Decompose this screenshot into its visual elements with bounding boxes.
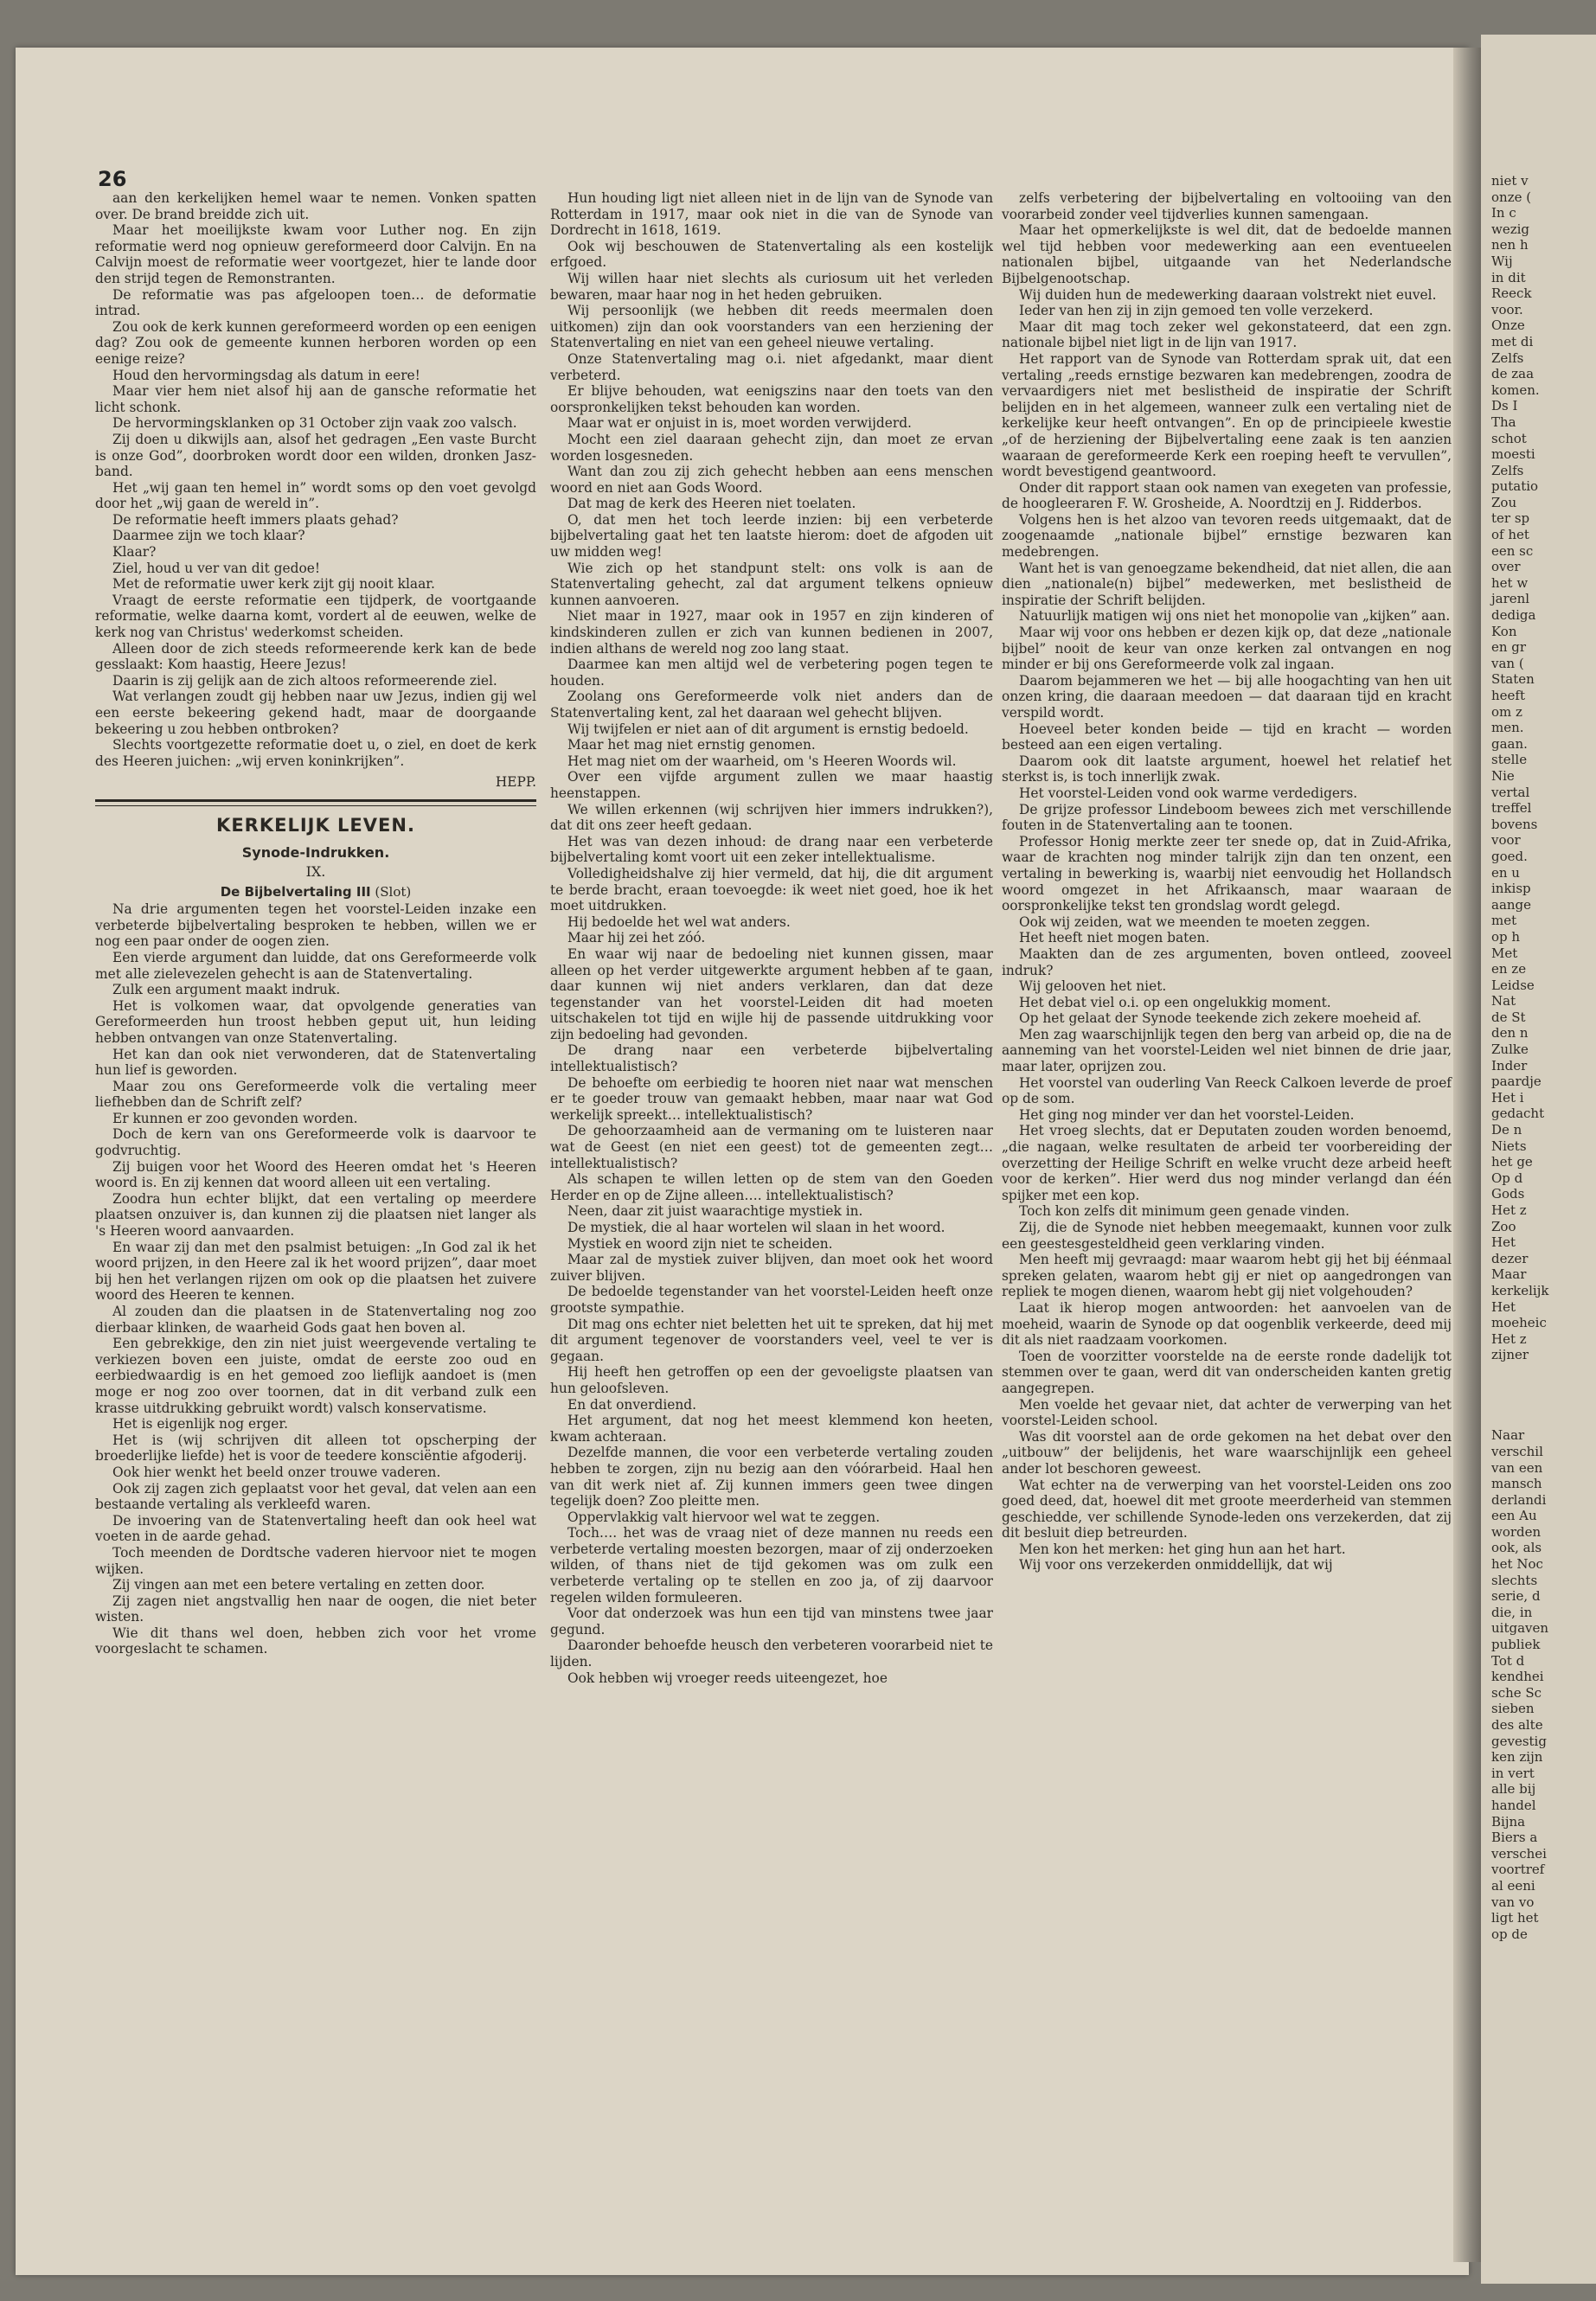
next-page-line: uitgaven (1491, 1620, 1549, 1637)
next-page-line (1491, 1395, 1596, 1412)
next-page-line: goed. (1491, 848, 1528, 864)
next-page-line: stelle (1491, 752, 1528, 768)
next-page-line: over (1491, 559, 1521, 575)
next-page-line: kerkelijk (1491, 1282, 1549, 1298)
next-page-line: en gr (1491, 639, 1527, 656)
paragraph: Houd den hervormingsdag als datum in eere! (112, 367, 420, 383)
paragraph: Zou ook de kerk kunnen gereformeerd worden op een eenigen dag? Zou ook de gemeente kunnen herboren worden op een eenige reize? (95, 318, 536, 367)
paragraph: Een gebrekkige, den zin niet juist weergevende vertaling te verkiezen boven een juiste, omdat de eerste zoo oud en eerbiedwaardig is en het gemoed zoo lieflijk aandoet is (men moge er nog zoo over toornen, dat in dit verband zulk een krasse uitdrukking gebruikt wordt) valsch konservatisme. (95, 1336, 536, 1416)
paragraph: zelfs verbetering der bijbelvertaling en voltooiing van den voorarbeid zonder veel tijdverlies kunnen samengaan. (1002, 190, 1452, 222)
paragraph: En waar wij naar de bedoeling niet kunnen gissen, maar alleen op het verder uitgewerkte argument hebben af te gaan, daar kunnen wij niet anders verklaren, dan dat deze tegenstander van het voorstel-Leiden dit had moeten uitschakelen tot tijd en wijle hij de passende uitdrukking voor zijn bedoeling had gevonden. (550, 945, 993, 1042)
next-page-line: gaan. (1491, 735, 1528, 752)
paragraph: Zij buigen voor het Woord des Heeren omdat het 's Heeren woord is. En zij kennen dat woord alleen uit een vertaling. (95, 1158, 536, 1191)
paragraph: Wij persoonlijk (we hebben dit reeds meermalen doen uitkomen) zijn dan ook voorstanders van een herziening der Statenvertaling en niet van een geheel nieuwe vertaling. (550, 303, 993, 351)
paragraph: Toch…. het was de vraag niet of deze mannen nu reeds een verbeterde vertaling moesten bezorgen, maar of zij onderzoeken wilden, of thans niet de tijd gekomen was om zulk een verbeterde vertaling op te stellen en zoo ja, of zij daarvoor regelen wilden formuleeren. (550, 1525, 993, 1606)
paragraph: Wij gelooven het niet. (1019, 978, 1167, 995)
column-2-body (550, 190, 993, 1686)
next-page-line: sieben (1491, 1701, 1535, 1717)
next-page-line: op h (1491, 928, 1521, 945)
paragraph: Men zag waarschijnlijk tegen den berg van arbeid op, die na de aanneming van het voorstel-Leiden wel niet binnen de drie jaar, maar later, oprijzen zou. (1002, 1026, 1452, 1075)
next-page-line: ter sp (1491, 510, 1530, 527)
paragraph: Zulk een argument maakt indruk. (112, 982, 341, 998)
paragraph: Het voorstel van ouderling Van Reeck Calkoen leverde de proef op de som. (1002, 1074, 1452, 1107)
next-page-line: Tha (1491, 413, 1516, 430)
paragraph: Natuurlijk matigen wij ons niet het monopolie van „kijken” aan. (1019, 608, 1451, 625)
paragraph: Het is (wij schrijven dit alleen tot opscherping der broederlijke liefde) het is voor de teedere konsciëntie afgoderij. (95, 1432, 536, 1465)
paragraph: Een vierde argument dan luidde, dat ons Gereformeerde volk met alle zielevezelen gehecht is aan de Statenvertaling. (95, 949, 536, 982)
next-page-line: voor (1491, 832, 1521, 849)
paragraph: Wij duiden hun de medewerking daaraan volstrekt niet euvel. (1019, 286, 1437, 303)
paragraph: De mystiek, die al haar wortelen wil slaan in het woord. (567, 1220, 945, 1235)
column-3-body (1002, 190, 1452, 1574)
paragraph: Mocht een ziel daaraan gehecht zijn, dan moet ze ervan worden losgesneden. (550, 431, 993, 464)
next-page-line: wezig (1491, 221, 1530, 237)
article-1-body (95, 190, 536, 769)
paragraph: Maar wij voor ons hebben er dezen kijk op, dat deze „nationale bijbel” nooit de keur van onze kerken zal ontvangen en nog minder er bij ons Gereformeerde volk zal ingaan. (1002, 625, 1452, 673)
paragraph: Wat verlangen zoudt gij hebben naar uw Jezus, indien gij wel een eerste bekeering gekend hadt, maar de doorgaande bekeering u zou hebben ontbroken? (95, 689, 536, 737)
next-page-line: Maar (1491, 1266, 1527, 1283)
next-page-line: Naar (1491, 1427, 1525, 1444)
next-page-line: Het (1491, 1298, 1516, 1315)
next-page-line: Inder (1491, 1057, 1528, 1074)
paragraph: Toen de voorzitter voorstelde na de eerste ronde dadelijk tot stemmen over te gaan, werd dit van onderscheiden kanten gretig aangegrepen. (1002, 1348, 1452, 1396)
paragraph: Daaronder behoefde heusch den verbeteren voorarbeid niet te lijden. (550, 1638, 993, 1670)
paragraph: Hun houding ligt niet alleen niet in de lijn van de Synode van Rotterdam in 1917, maar ook niet in die van de Synode van Dordrecht in 1618, 1619. (550, 190, 993, 239)
paragraph: De hervormingsklanken op 31 October zijn vaak zoo valsch. (112, 415, 517, 432)
next-page-text (1491, 173, 1596, 1942)
article-heading-suffix: (Slot) (375, 883, 412, 900)
paragraph: Men heeft mij gevraagd: maar waarom hebt gij het bij éénmaal spreken gelaten, waarom hebt gij er niet op aangedrongen van repliek te mogen dienen, waarom hebt gij niet volgehouden? (1002, 1252, 1452, 1300)
paragraph: Want het is van genoegzame bekendheid, dat niet allen, die aan dien „nationale(n) bijbel” medewerken, met beslistheid de inspiratie der Schrift belijden. (1002, 560, 1452, 608)
next-page-line: Leidse (1491, 977, 1535, 993)
next-page-line: Tot d (1491, 1652, 1525, 1669)
column-2 (550, 190, 993, 1686)
next-page-line: niet v (1491, 173, 1529, 189)
next-page-line (1491, 1363, 1596, 1380)
paragraph: Laat ik hierop mogen antwoorden: het aanvoelen van de moeheid, waarin de Synode op dat oogenblik verkeerde, deed mij dit als niet raadzaam voorkomen. (1002, 1299, 1452, 1349)
paragraph: Zij, die de Synode niet hebben meegemaakt, kunnen voor zulk een geestesgesteldheid geen verklaring vinden. (1002, 1220, 1452, 1252)
next-page-line: Onze (1491, 317, 1525, 334)
paragraph: Volgens hen is het alzoo van tevoren reeds uitgemaakt, dat de zoogenaamde „nationale bijbel” ernstige bezwaren kan medebrengen. (1002, 511, 1452, 561)
article-signature: HEPP. (495, 774, 536, 791)
paragraph: Daarom bejammeren we het — bij alle hoogachting van hen uit onzen kring, die daaraan meedoen — dat daaraan tijd en kracht verspild wordt. (1002, 672, 1452, 721)
next-page-line: men. (1491, 720, 1524, 736)
paragraph: Het heeft niet mogen baten. (1019, 930, 1210, 946)
next-page-line: putatio (1491, 478, 1539, 495)
paragraph: Volledigheidshalve zij hier vermeld, dat hij, die dit argument te berde bracht, eraan toevoegde: ik weet niet goed, hoe ik het moet uitdrukken. (550, 865, 993, 914)
paragraph: Wij voor ons verzekerden onmiddellijk, dat wij (1019, 1557, 1333, 1574)
next-page-line: aange (1491, 896, 1532, 913)
next-page-line: het Noc (1491, 1556, 1543, 1573)
next-page-line: Biers a (1491, 1830, 1538, 1846)
next-page-line: jarenl (1491, 591, 1530, 607)
paragraph: Wat echter na de verwerping van het voorstel-Leiden ons zoo goed deed, dat, hoewel dit met groote meerderheid van stemmen geschiedde, ver schillende Synode-leden ons verzekerden, dat zij dit besluit diep betreurden. (1002, 1477, 1452, 1541)
next-page-line: Zulke (1491, 1042, 1529, 1058)
paragraph: Doch de kern van ons Gereformeerde volk is daarvoor te godvruchtig. (95, 1126, 536, 1159)
paragraph: Zij zagen niet angstvallig hen naar de oogen, die niet beter wisten. (95, 1593, 536, 1625)
next-page-line: Nie (1491, 767, 1515, 784)
paragraph: Dezelfde mannen, die voor een verbeterde vertaling zouden hebben te zorgen, zijn nu bezig aan den vóórarbeid. Haal hen van dit werk niet af. Zij kunnen immers geen twee dingen tegelijk doen? Zoo pleitte men. (550, 1445, 993, 1509)
next-page-line: des alte (1491, 1717, 1543, 1733)
next-page-line: een sc (1491, 542, 1534, 559)
paragraph: Het rapport van de Synode van Rotterdam sprak uit, dat een vertaling „reeds ernstige bezwaren kan medebrengen, zoodra de vervaardigers niet met beslistheid de inspiratie der Schrift belijden en in het algemeen, wanneer zulk een vertaling niet de kerkelijke keur heeft ontvangen”. En op de principieele kwestie „of de herziening der Bijbelvertaling eene zaak is ten aanzien waaraan de gereformeerde Kerk een roeping heeft te vervullen”, wordt bevestigend geantwoord. (1002, 350, 1452, 480)
paragraph: Als schapen te willen letten op de stem van den Goeden Herder en op de Zijne alleen…. intellektualistisch? (550, 1171, 993, 1203)
next-page-line: publiek (1491, 1637, 1541, 1653)
paragraph: Dat mag de kerk des Heeren niet toelaten. (567, 496, 856, 512)
next-page-line: Bijna (1491, 1813, 1526, 1830)
next-page-line (1491, 1380, 1596, 1396)
paragraph: Klaar? (112, 544, 157, 561)
paragraph: Men kon het merken: het ging hun aan het hart. (1019, 1541, 1346, 1557)
next-page-line: kendhei (1491, 1669, 1544, 1685)
paragraph: Ziel, houd u ver van dit gedoe! (112, 560, 321, 576)
paragraph: Het voorstel-Leiden vond ook warme verdedigers. (1019, 785, 1358, 801)
paragraph: Zij vingen aan met een betere vertaling en zetten door. (112, 1577, 485, 1593)
paragraph: De reformatie heeft immers plaats gehad? (112, 511, 399, 528)
next-page-line: serie, d (1491, 1588, 1541, 1605)
paragraph: Want dan zou zij zich gehecht hebben aan eens menschen woord en niet aan Gods Woord. (550, 464, 993, 496)
paragraph: De gehoorzaamheid aan de vermaning om te luisteren naar wat de Geest (en niet een geest) tot de gemeenten zegt… intellektualistisch? (550, 1123, 993, 1171)
next-page-line: Het i (1491, 1089, 1524, 1106)
paragraph: Maakten dan de zes argumenten, boven ontleed, zooveel indruk? (1002, 945, 1452, 978)
next-page-line: moeheic (1491, 1315, 1547, 1331)
next-page-line: of het (1491, 527, 1529, 543)
paragraph: Onder dit rapport staan ook namen van exegeten van professie, de hoogleeraren F. W. Grosheide, A. Noordtzij en J. Ridderbos. (1002, 479, 1452, 512)
section-divider-thin (95, 805, 536, 806)
next-page-line: De n (1491, 1122, 1522, 1138)
next-page-line: Kon (1491, 623, 1517, 639)
next-page-line: ook, als (1491, 1540, 1542, 1556)
paragraph: Er blijve behouden, wat eenigszins naar den toets van den oorspronkelijken tekst behouden kan worden. (550, 383, 993, 415)
next-page-line: om z (1491, 703, 1522, 720)
next-page-line: voor. (1491, 301, 1523, 317)
next-page-line: gevestig (1491, 1733, 1547, 1749)
paragraph: Maar vier hem niet alsof hij aan de gansche reformatie het licht schonk. (95, 383, 536, 415)
next-page-line: mansch (1491, 1476, 1542, 1492)
page-number: 26 (98, 167, 127, 191)
next-page-line: van ( (1491, 655, 1524, 671)
next-page-line: de St (1491, 1009, 1526, 1025)
next-page-line: Niets (1491, 1138, 1527, 1154)
next-page-line: in dit (1491, 269, 1526, 285)
paragraph: Mystiek en woord zijn niet te scheiden. (567, 1235, 833, 1252)
paragraph: Ook zij zagen zich geplaatst voor het geval, dat velen aan een bestaande vertaling als verkleefd waren. (95, 1480, 536, 1513)
next-page-line: van een (1491, 1459, 1543, 1476)
next-page-line: Zelfs (1491, 349, 1524, 366)
paragraph: Hij bedoelde het wel wat anders. (567, 913, 791, 930)
paragraph: Hoeveel beter konden beide — tijd en kracht — worden besteed aan een eigen vertaling. (1002, 721, 1452, 753)
next-page-line: Nat (1491, 993, 1516, 1009)
next-page-line: verschil (1491, 1443, 1543, 1459)
next-page-line: zijner (1491, 1347, 1529, 1363)
newspaper-page (16, 48, 1469, 2275)
next-page-line: paardje (1491, 1074, 1542, 1090)
next-page-line: een Au (1491, 1508, 1537, 1524)
paragraph: Wie dit thans wel doen, hebben zich voor het vrome voorgeslacht te schamen. (95, 1625, 536, 1657)
paragraph: Was dit voorstel aan de orde gekomen na het debat over den „uitbouw” der belijdenis, het ware waarschijnlijk een geheel ander lot beschoren geweest. (1002, 1428, 1452, 1477)
next-page-line (1491, 1412, 1596, 1428)
page-gutter (1453, 48, 1481, 2262)
section-divider (95, 799, 536, 802)
next-page-line: al eeni (1491, 1877, 1535, 1894)
paragraph: Het is eigenlijk nog erger. (112, 1416, 288, 1433)
paragraph: Al zouden dan die plaatsen in de Statenvertaling nog zoo dierbaar klinken, de waarheid Gods gaat hen boven al. (95, 1304, 536, 1336)
next-page-line: den n (1491, 1025, 1529, 1042)
next-page-line: nen h (1491, 237, 1529, 253)
paragraph: Hij heeft hen getroffen op een der gevoeligste plaatsen van hun geloofsleven. (550, 1364, 993, 1396)
paragraph: Toch kon zelfs dit minimum geen genade vinden. (1019, 1203, 1350, 1220)
next-page-line: handel (1491, 1797, 1536, 1813)
next-page-line: en ze (1491, 961, 1527, 977)
next-page-line: slechts (1491, 1572, 1538, 1588)
next-page-line: de zaa (1491, 366, 1535, 382)
paragraph: Het argument, dat nog het meest klemmend kon heeten, kwam achteraan. (550, 1413, 993, 1445)
next-page-line: verschei (1491, 1845, 1547, 1862)
installment-number: IX. (305, 862, 326, 880)
paragraph: De drang naar een verbeterde bijbelvertaling intellektualistisch? (550, 1042, 993, 1075)
paragraph: Maar hij zei het zóó. (567, 930, 706, 946)
next-page-line: het ge (1491, 1154, 1533, 1170)
next-page-line: met (1491, 913, 1517, 929)
next-page-line: Het (1491, 1234, 1516, 1251)
next-page-line: die, in (1491, 1604, 1533, 1620)
paragraph: Het vroeg slechts, dat er Deputaten zouden worden benoemd, „die nagaan, welke resultaten de arbeid ter voorbereiding der overzetting der Heilige Schrift en welke vrucht deze arbeid heeft voor de kerken”. Hier werd dus nog minder verlangd dan één spijker met een kop. (1002, 1123, 1452, 1203)
column-1 (95, 190, 536, 1657)
paragraph: Voor dat onderzoek was hun een tijd van minstens twee jaar gegund. (550, 1606, 993, 1638)
paragraph: Het ging nog minder ver dan het voorstel-Leiden. (1019, 1106, 1355, 1123)
paragraph: Daarmee zijn we toch klaar? (112, 528, 305, 544)
paragraph: Onze Statenvertaling mag o.i. niet afgedankt, maar dient verbeterd. (550, 350, 993, 383)
paragraph: Slechts voortgezette reformatie doet u, o ziel, en doet de kerk des Heeren juichen: „wij erven koninkrijken”. (95, 737, 536, 769)
next-page-line: voortref (1491, 1862, 1545, 1878)
section-title: KERKELIJK LEVEN. (216, 814, 415, 836)
next-page-line: op de (1491, 1926, 1528, 1942)
paragraph: Dit mag ons echter niet beletten het uit te spreken, dat hij met dit argument tegenover de voorstanders veel, veel te ver is gegaan. (550, 1316, 993, 1364)
paragraph: Maar dit mag toch zeker wel gekonstateerd, dat een zgn. nationale bijbel niet ligt in de lijn van 1917. (1002, 318, 1452, 351)
paragraph: Wij twijfelen er niet aan of dit argument is ernstig bedoeld. (567, 721, 969, 737)
paragraph: De grijze professor Lindeboom bewees zich met verschillende fouten in de Statenvertaling aan te toonen. (1002, 801, 1452, 834)
next-page-line: derlandi (1491, 1491, 1547, 1508)
paragraph: Maar zal de mystiek zuiver blijven, dan moet ook het woord zuiver blijven. (550, 1252, 993, 1284)
paragraph: Zij doen u dikwijls aan, alsof het gedragen „Een vaste Burcht is onze God”, doorbroken wordt door een wilden, dronken Jasz-band. (95, 431, 536, 480)
paragraph: Met de reformatie uwer kerk zijt gij nooit klaar. (112, 576, 435, 593)
paragraph: Daarmee kan men altijd wel de verbetering pogen tegen te houden. (550, 657, 993, 689)
next-page-line: heeft (1491, 688, 1525, 703)
next-page-line: Reeck (1491, 285, 1532, 302)
next-page-line: dezer (1491, 1250, 1529, 1266)
paragraph: Professor Honig merkte zeer ter snede op, dat in Zuid-Afrika, waar de krachten nog minder talrijk zijn dan ten onzent, een vertaling in bewerking is, waarbij niet eenvoudig het Hollandsch woord omgezet in het Afrikaansch, maar waaraan de oorspronkelijke tekst ten grondslag wordt gelegd. (1002, 833, 1452, 914)
paragraph: Maar het moeilijkste kwam voor Luther nog. En zijn reformatie werd nog opnieuw gereformeerd door Calvijn. En na Calvijn moest de reformatie weer voortgezet, hier te lande door den strijd tegen de Remonstranten. (95, 222, 536, 286)
next-page-line: vertal (1491, 784, 1530, 800)
next-page-line: Gods (1491, 1186, 1525, 1202)
next-page-line: en u (1491, 864, 1520, 881)
paragraph: Maar het opmerkelijkste is wel dit, dat de bedoelde mannen wel tijd hebben voor medewerking aan een eventueelen nationalen bijbel, uitgaande van het Nederlandsche Bijbelgenootschap. (1002, 222, 1452, 286)
paragraph: Daarom ook dit laatste argument, hoewel het relatief het sterkst is, is toch innerlijk zwak. (1002, 753, 1452, 785)
next-page-line: Het z (1491, 1330, 1527, 1347)
next-page-line: bovens (1491, 816, 1538, 832)
next-page-line: Zelfs (1491, 462, 1524, 478)
paragraph: Daarin is zij gelijk aan de zich altoos reformeerende ziel. (112, 672, 497, 689)
next-page-line: Staten (1491, 671, 1535, 688)
next-page-line: van vo (1491, 1894, 1535, 1910)
next-page-line: Met (1491, 945, 1518, 961)
paragraph: Alleen door de zich steeds reformeerende kerk kan de bede gesslaakt: Kom haastig, Heere Jezus! (95, 640, 536, 673)
next-page-line: Zoo (1491, 1218, 1516, 1234)
next-page-line: schot (1491, 430, 1527, 446)
next-page-line: gedacht (1491, 1106, 1545, 1122)
next-page-line: Ds I (1491, 398, 1518, 414)
paragraph: Maar het mag niet ernstig genomen. (567, 737, 816, 753)
paragraph: We willen erkennen (wij schrijven hier immers indrukken?), dat dit ons zeer heeft gedaan. (550, 801, 993, 834)
next-page-line: alle bij (1491, 1781, 1536, 1798)
paragraph: De invoering van de Statenvertaling heeft dan ook heel wat voeten in de aarde gehad. (95, 1512, 536, 1545)
paragraph: De bedoelde tegenstander van het voorstel-Leiden heeft onze grootste sympathie. (550, 1284, 993, 1316)
paragraph: Wie zich op het standpunt stelt: ons volk is aan de Statenvertaling gehecht, zal dat argument telkens opnieuw kunnen aanvoeren. (550, 560, 993, 608)
paragraph: Over een vijfde argument zullen we maar haastig heenstappen. (550, 769, 993, 801)
article-heading (95, 884, 536, 901)
paragraph: Zoolang ons Gereformeerde volk niet anders dan de Statenvertaling kent, zal het daaraan wel gehecht blijven. (550, 689, 993, 721)
next-page-line: treffel (1491, 800, 1532, 817)
paragraph: Er kunnen er zoo gevonden worden. (112, 1110, 358, 1126)
next-page-line: in vert (1491, 1765, 1535, 1781)
paragraph: De reformatie was pas afgeloopen toen… de deformatie intrad. (95, 286, 536, 319)
next-page-line: Het z (1491, 1202, 1527, 1218)
paragraph: Niet maar in 1927, maar ook in 1957 en zijn kinderen of kindskinderen zullen er zich van kunnen bedienen in 2007, indien althans de wereld nog zoo lang staat. (550, 608, 993, 657)
paragraph: Het is volkomen waar, dat opvolgende generaties van Gereformeerden hun troost hebben geput uit, hun leiding hebben ontvangen van onze Statenvertaling. (95, 997, 536, 1046)
next-page-line: Zou (1491, 494, 1517, 510)
paragraph: Men voelde het gevaar niet, dat achter de verwerping van het voorstel-Leiden school. (1002, 1396, 1452, 1429)
paragraph: De behoefte om eerbiedig te hooren niet naar wat menschen er te goeder trouw van gemaakt hebben, maar naar wat God werkelijk spreekt… intellektualistisch? (550, 1074, 993, 1123)
paragraph: Wij willen haar niet slechts als curiosum uit het verleden bewaren, maar haar nog in het heden gebruiken. (550, 270, 993, 303)
paragraph: Ook wij beschouwen de Statenvertaling als een kostelijk erfgoed. (550, 238, 993, 271)
paragraph: Maar zou ons Gereformeerde volk die vertaling meer liefhebben dan de Schrift zelf? (95, 1078, 536, 1111)
paragraph: O, dat men het toch leerde inzien: bij een verbeterde bijbelvertaling gaat het ten laatste hierom: doet de afgoden uit uw midden weg! (550, 511, 993, 561)
paragraph: Het kan dan ook niet verwonderen, dat de Statenvertaling hun lief is geworden. (95, 1046, 536, 1079)
paragraph: En waar zij dan met den psalmist betuigen: „In God zal ik het woord prijzen, in den Heere zal ik het woord prijzen”, daar moet bij hen het verlangen rijzen om ook op die plaatsen het zuivere woord des Heeren te kennen. (95, 1239, 536, 1304)
next-page-line: komen. (1491, 381, 1540, 398)
next-page-line: Wij (1491, 253, 1513, 269)
next-page-line: met di (1491, 333, 1534, 349)
next-page-line: het w (1491, 574, 1529, 591)
paragraph: Oppervlakkig valt hiervoor wel wat te zeggen. (567, 1509, 881, 1525)
next-page-line: ken zijn (1491, 1749, 1543, 1766)
article-heading-title: De Bijbelvertaling III (220, 883, 371, 900)
paragraph: Ieder van hen zij in zijn gemoed ten volle verzekerd. (1019, 303, 1374, 319)
next-page-line: In c (1491, 205, 1516, 221)
paragraph: Ook hier wenkt het beeld onzer trouwe vaderen. (112, 1464, 441, 1480)
paragraph: Toch meenden de Dordtsche vaderen hiervoor niet te mogen wijken. (95, 1544, 536, 1577)
next-page-line: moesti (1491, 446, 1535, 463)
paragraph: Het mag niet om der waarheid, om 's Heeren Woords wil. (567, 753, 957, 769)
column-3 (1002, 190, 1452, 1574)
next-page-line: Op d (1491, 1170, 1523, 1186)
paragraph: Op het gelaat der Synode teekende zich zekere moeheid af. (1019, 1010, 1422, 1027)
next-page-line: inkisp (1491, 881, 1531, 897)
paragraph: aan den kerkelijken hemel waar te nemen. Vonken spatten over. De brand breidde zich uit. (95, 190, 536, 222)
article-2-body (95, 901, 536, 1657)
next-page-edge (1481, 35, 1596, 2284)
paragraph: Het was van dezen inhoud: de drang naar een verbeterde bijbelvertaling komt voort uit een zeker intellektualisme. (550, 833, 993, 866)
paragraph: Neen, daar zit juist waarachtige mystiek in. (567, 1203, 863, 1220)
paragraph: Vraagt de eerste reformatie een tijdperk, de voortgaande reformatie, welke daarna komt, vordert al de eeuwen, welke de kerk nog van Christus' wederkomst scheiden. (95, 592, 536, 641)
paragraph: Maar wat er onjuist in is, moet worden verwijderd. (567, 415, 912, 432)
paragraph: Zoodra hun echter blijkt, dat een vertaling op meerdere plaatsen onzuiver is, dan kunnen zij die plaatsen niet langer als 's Heeren woord aanvaarden. (95, 1190, 536, 1240)
subsection-title: Synode-Indrukken. (241, 843, 390, 861)
paragraph: Het „wij gaan ten hemel in” wordt soms op den voet gevolgd door het „wij gaan de wereld in”. (95, 479, 536, 512)
next-page-line: dediga (1491, 607, 1536, 624)
next-page-line: worden (1491, 1523, 1542, 1540)
paragraph: Na drie argumenten tegen het voorstel-Leiden inzake een verbeterde bijbelvertaling besproken te hebben, willen we er nog een paar onder de oogen zien. (95, 901, 536, 950)
next-page-line: ligt het (1491, 1910, 1539, 1926)
paragraph: Ook hebben wij vroeger reeds uiteengezet, hoe (567, 1670, 888, 1686)
paragraph: Het debat viel o.i. op een ongelukkig moment. (1019, 994, 1331, 1010)
paragraph: En dat onverdiend. (567, 1396, 697, 1413)
next-page-line: sche Sc (1491, 1684, 1542, 1701)
next-page-line: onze ( (1491, 189, 1532, 205)
paragraph: Ook wij zeiden, wat we meenden te moeten zeggen. (1019, 913, 1370, 930)
